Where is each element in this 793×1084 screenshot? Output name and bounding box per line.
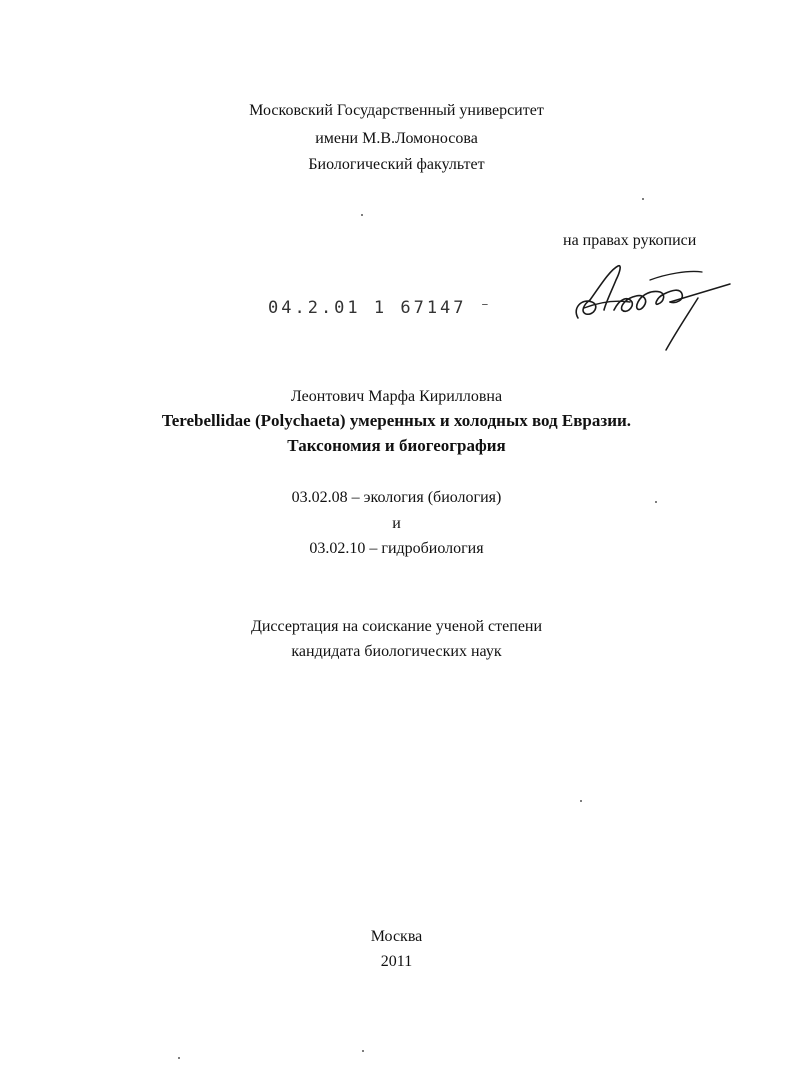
- specialty-hydrobiology: 03.02.10 – гидробиология: [309, 540, 484, 557]
- manuscript-rights-note: на правах рукописи: [563, 232, 697, 249]
- registration-number: 04.2.01 1 67147 ⁻: [268, 298, 493, 318]
- faculty-name: Биологический факультет: [308, 156, 485, 173]
- author-signature: [570, 258, 740, 353]
- thesis-title-line-2: Таксономия и биогеография: [287, 436, 506, 455]
- year: 2011: [380, 953, 413, 970]
- thesis-title-line-1: Terebellidae (Polychaeta) умеренных и холодных вод Евразии.: [161, 411, 632, 430]
- university-name: Московский Государственный университет: [249, 102, 544, 119]
- degree-line-1: Диссертация на соискание ученой степени: [250, 618, 543, 635]
- scan-speck: [655, 501, 657, 503]
- scan-speck: [178, 1057, 180, 1059]
- scan-speck: [362, 1050, 364, 1052]
- scan-speck: [642, 198, 644, 200]
- degree-line-2: кандидата биологических наук: [291, 643, 502, 660]
- university-named-after: имени М.В.Ломоносова: [315, 130, 478, 147]
- specialty-ecology: 03.02.08 – экология (биология): [291, 489, 502, 506]
- specialty-conjunction: и: [392, 515, 401, 532]
- author-name: Леонтович Марфа Кирилловна: [290, 388, 503, 405]
- city: Москва: [370, 928, 423, 945]
- scan-speck: [361, 214, 363, 216]
- scan-speck: [580, 800, 582, 802]
